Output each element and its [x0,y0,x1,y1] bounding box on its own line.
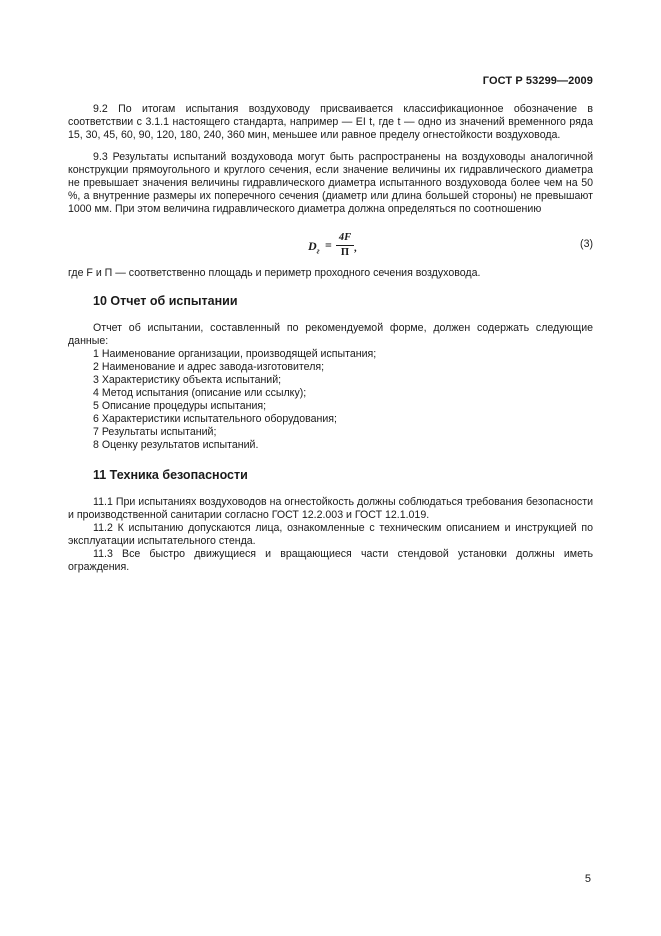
fraction-bar [336,245,354,246]
formula-where-text: где F и П — соответственно площадь и периметр проходного сечения воздуховода. [68,267,481,279]
formula-explanation [68,267,593,280]
formula-denominator: П [340,247,350,258]
formula-fraction [336,232,354,259]
clause-9-3 [68,151,593,216]
list-item: 2 Наименование и адрес завода-изготовителя; [93,361,325,373]
clause-9-3-text: 9.3 Результаты испытаний воздуховода могут быть распространены на воздуховоды аналогичной конструкции прямоугольного и круглого сечения, если значение величины их гидравлического диаметра не превышает значения величины гидравлического диаметра испытанного воздуховода более чем на 50 %, а внутренние размеры их поперечного сечения (диаметр или длина большей стороны) не превышают 1000 мм. При этом величина гидравлического диаметра должна определяться по соотношению [68,151,593,215]
formula-comma: , [354,243,357,254]
clause-11-1: 11.1 При испытаниях воздуховодов на огнестойкость должны соблюдаться требования безопасности и производственной санитарии согласно ГОСТ 12.2.003 и ГОСТ 12.1.019. [68,496,593,521]
clause-11-2: 11.2 К испытанию допускаются лица, ознакомленные с техническим описанием и инструкцией по эксплуатации испытательного стенда. [68,522,593,547]
list-item: 7 Результаты испытаний; [93,426,217,438]
section-10-body [68,322,593,452]
section-11-heading: 11 Техника безопасности [93,468,248,482]
formula-numerator: 4F [338,232,352,243]
list-item: 4 Метод испытания (описание или ссылку); [93,387,307,399]
section-10-intro: Отчет об испытании, составленный по рекомендуемой форме, должен содержать следующие данные: [68,322,593,347]
list-item: 6 Характеристики испытательного оборудования; [93,413,337,425]
page-number: 5 [584,873,591,885]
list-item: 5 Описание процедуры испытания; [93,400,267,412]
clause-9-2 [68,103,593,142]
list-item: 1 Наименование организации, производящей испытания; [93,348,377,360]
section-11-body [68,496,593,574]
equation-number: (3) [580,238,593,250]
document-header-id: ГОСТ Р 53299—2009 [482,75,593,87]
clause-9-2-text: 9.2 По итогам испытания воздуховоду присваивается классификационное обозначение в соответствии с 3.1.1 настоящего стандарта, например — EI t, где t — одно из значений временного ряда 15, 30, 45, 60, 90, 120, 180, 240, 360 мин, меньшее или равное пределу огнестойкости воздуховода. [68,103,593,141]
list-item: 3 Характеристику объекта испытаний; [93,374,282,386]
formula-lhs: $D_г$ [308,239,320,256]
clause-11-3: 11.3 Все быстро движущиеся и вращающиеся части стендовой установки должны иметь ограждения. [68,548,593,573]
list-item: 8 Оценку результатов испытаний. [93,439,259,451]
section-10-heading: 10 Отчет об испытании [93,294,238,308]
formula-equals: = [325,238,332,252]
